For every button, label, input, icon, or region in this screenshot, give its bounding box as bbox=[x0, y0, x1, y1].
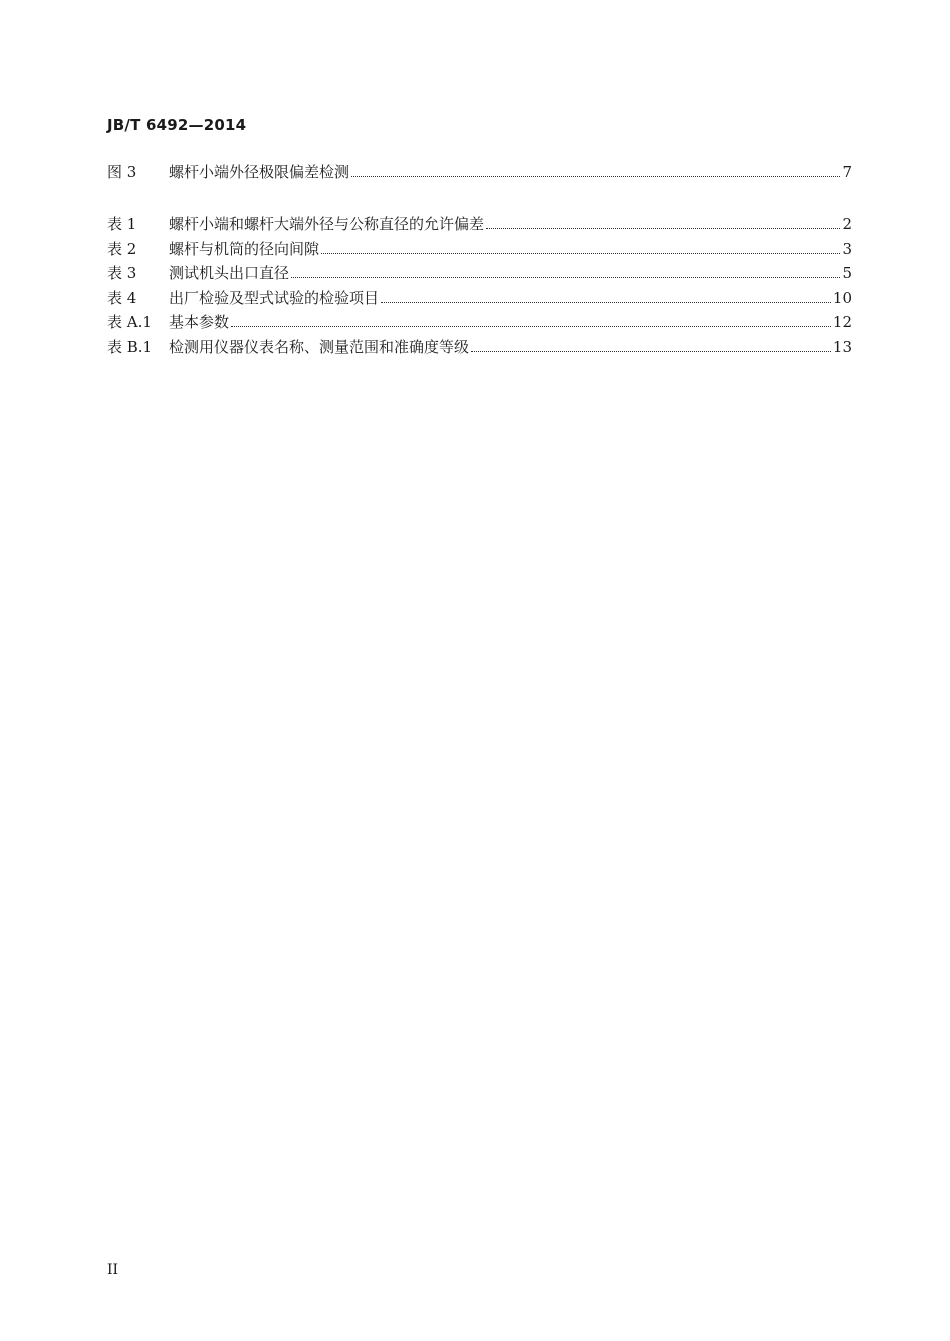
toc-dot-leader bbox=[321, 253, 840, 254]
toc-entry-title: 测试机头出口直径 bbox=[169, 264, 290, 282]
toc-entry-title: 螺杆小端和螺杆大端外径与公称直径的允许偏差 bbox=[169, 215, 485, 233]
toc-entry-page: 12 bbox=[832, 313, 852, 331]
toc-entry-title: 基本参数 bbox=[169, 313, 230, 331]
toc-entry-page: 3 bbox=[842, 239, 852, 258]
toc-dot-leader bbox=[381, 302, 831, 303]
figure-list bbox=[107, 160, 852, 185]
toc-entry-label: 表 4 bbox=[107, 288, 137, 307]
toc-entry-table-1[interactable] bbox=[107, 212, 852, 237]
toc-entry-page: 5 bbox=[842, 264, 852, 282]
toc-entry-figure-3[interactable] bbox=[107, 160, 852, 185]
toc-entry-label: 表 3 bbox=[107, 264, 137, 282]
toc-dot-leader bbox=[486, 228, 840, 229]
toc-dot-leader bbox=[231, 326, 831, 327]
toc-entry-title: 螺杆与机筒的径向间隙 bbox=[169, 239, 320, 258]
toc-entry-table-b1[interactable] bbox=[107, 335, 852, 360]
toc-entry-label: 表 A.1 bbox=[107, 313, 152, 331]
toc-entry-title: 检测用仪器仪表名称、测量范围和准确度等级 bbox=[169, 337, 470, 356]
toc-entry-page: 7 bbox=[842, 163, 852, 181]
toc-entry-title: 螺杆小端外径极限偏差检测 bbox=[169, 163, 350, 181]
toc-dot-leader bbox=[471, 351, 831, 352]
toc-entry-page: 2 bbox=[842, 215, 852, 233]
standard-number-header: JB/T 6492—2014 bbox=[107, 116, 247, 134]
toc-entry-title: 出厂检验及型式试验的检验项目 bbox=[169, 288, 380, 307]
toc-dot-leader bbox=[291, 277, 840, 278]
toc-entry-table-3[interactable] bbox=[107, 261, 852, 286]
toc-entry-table-2[interactable] bbox=[107, 237, 852, 262]
toc-entry-label: 表 B.1 bbox=[107, 337, 153, 356]
toc-entry-label: 图 3 bbox=[107, 163, 137, 181]
toc-entry-label: 表 1 bbox=[107, 215, 137, 233]
toc-entry-table-a1[interactable] bbox=[107, 310, 852, 335]
toc-entry-page: 13 bbox=[832, 337, 852, 356]
page-number-footer: II bbox=[107, 1262, 119, 1278]
toc-entry-page: 10 bbox=[832, 288, 852, 307]
table-list bbox=[107, 212, 852, 359]
toc-entry-table-4[interactable] bbox=[107, 286, 852, 311]
toc-dot-leader bbox=[351, 176, 840, 177]
toc-entry-label: 表 2 bbox=[107, 239, 137, 258]
